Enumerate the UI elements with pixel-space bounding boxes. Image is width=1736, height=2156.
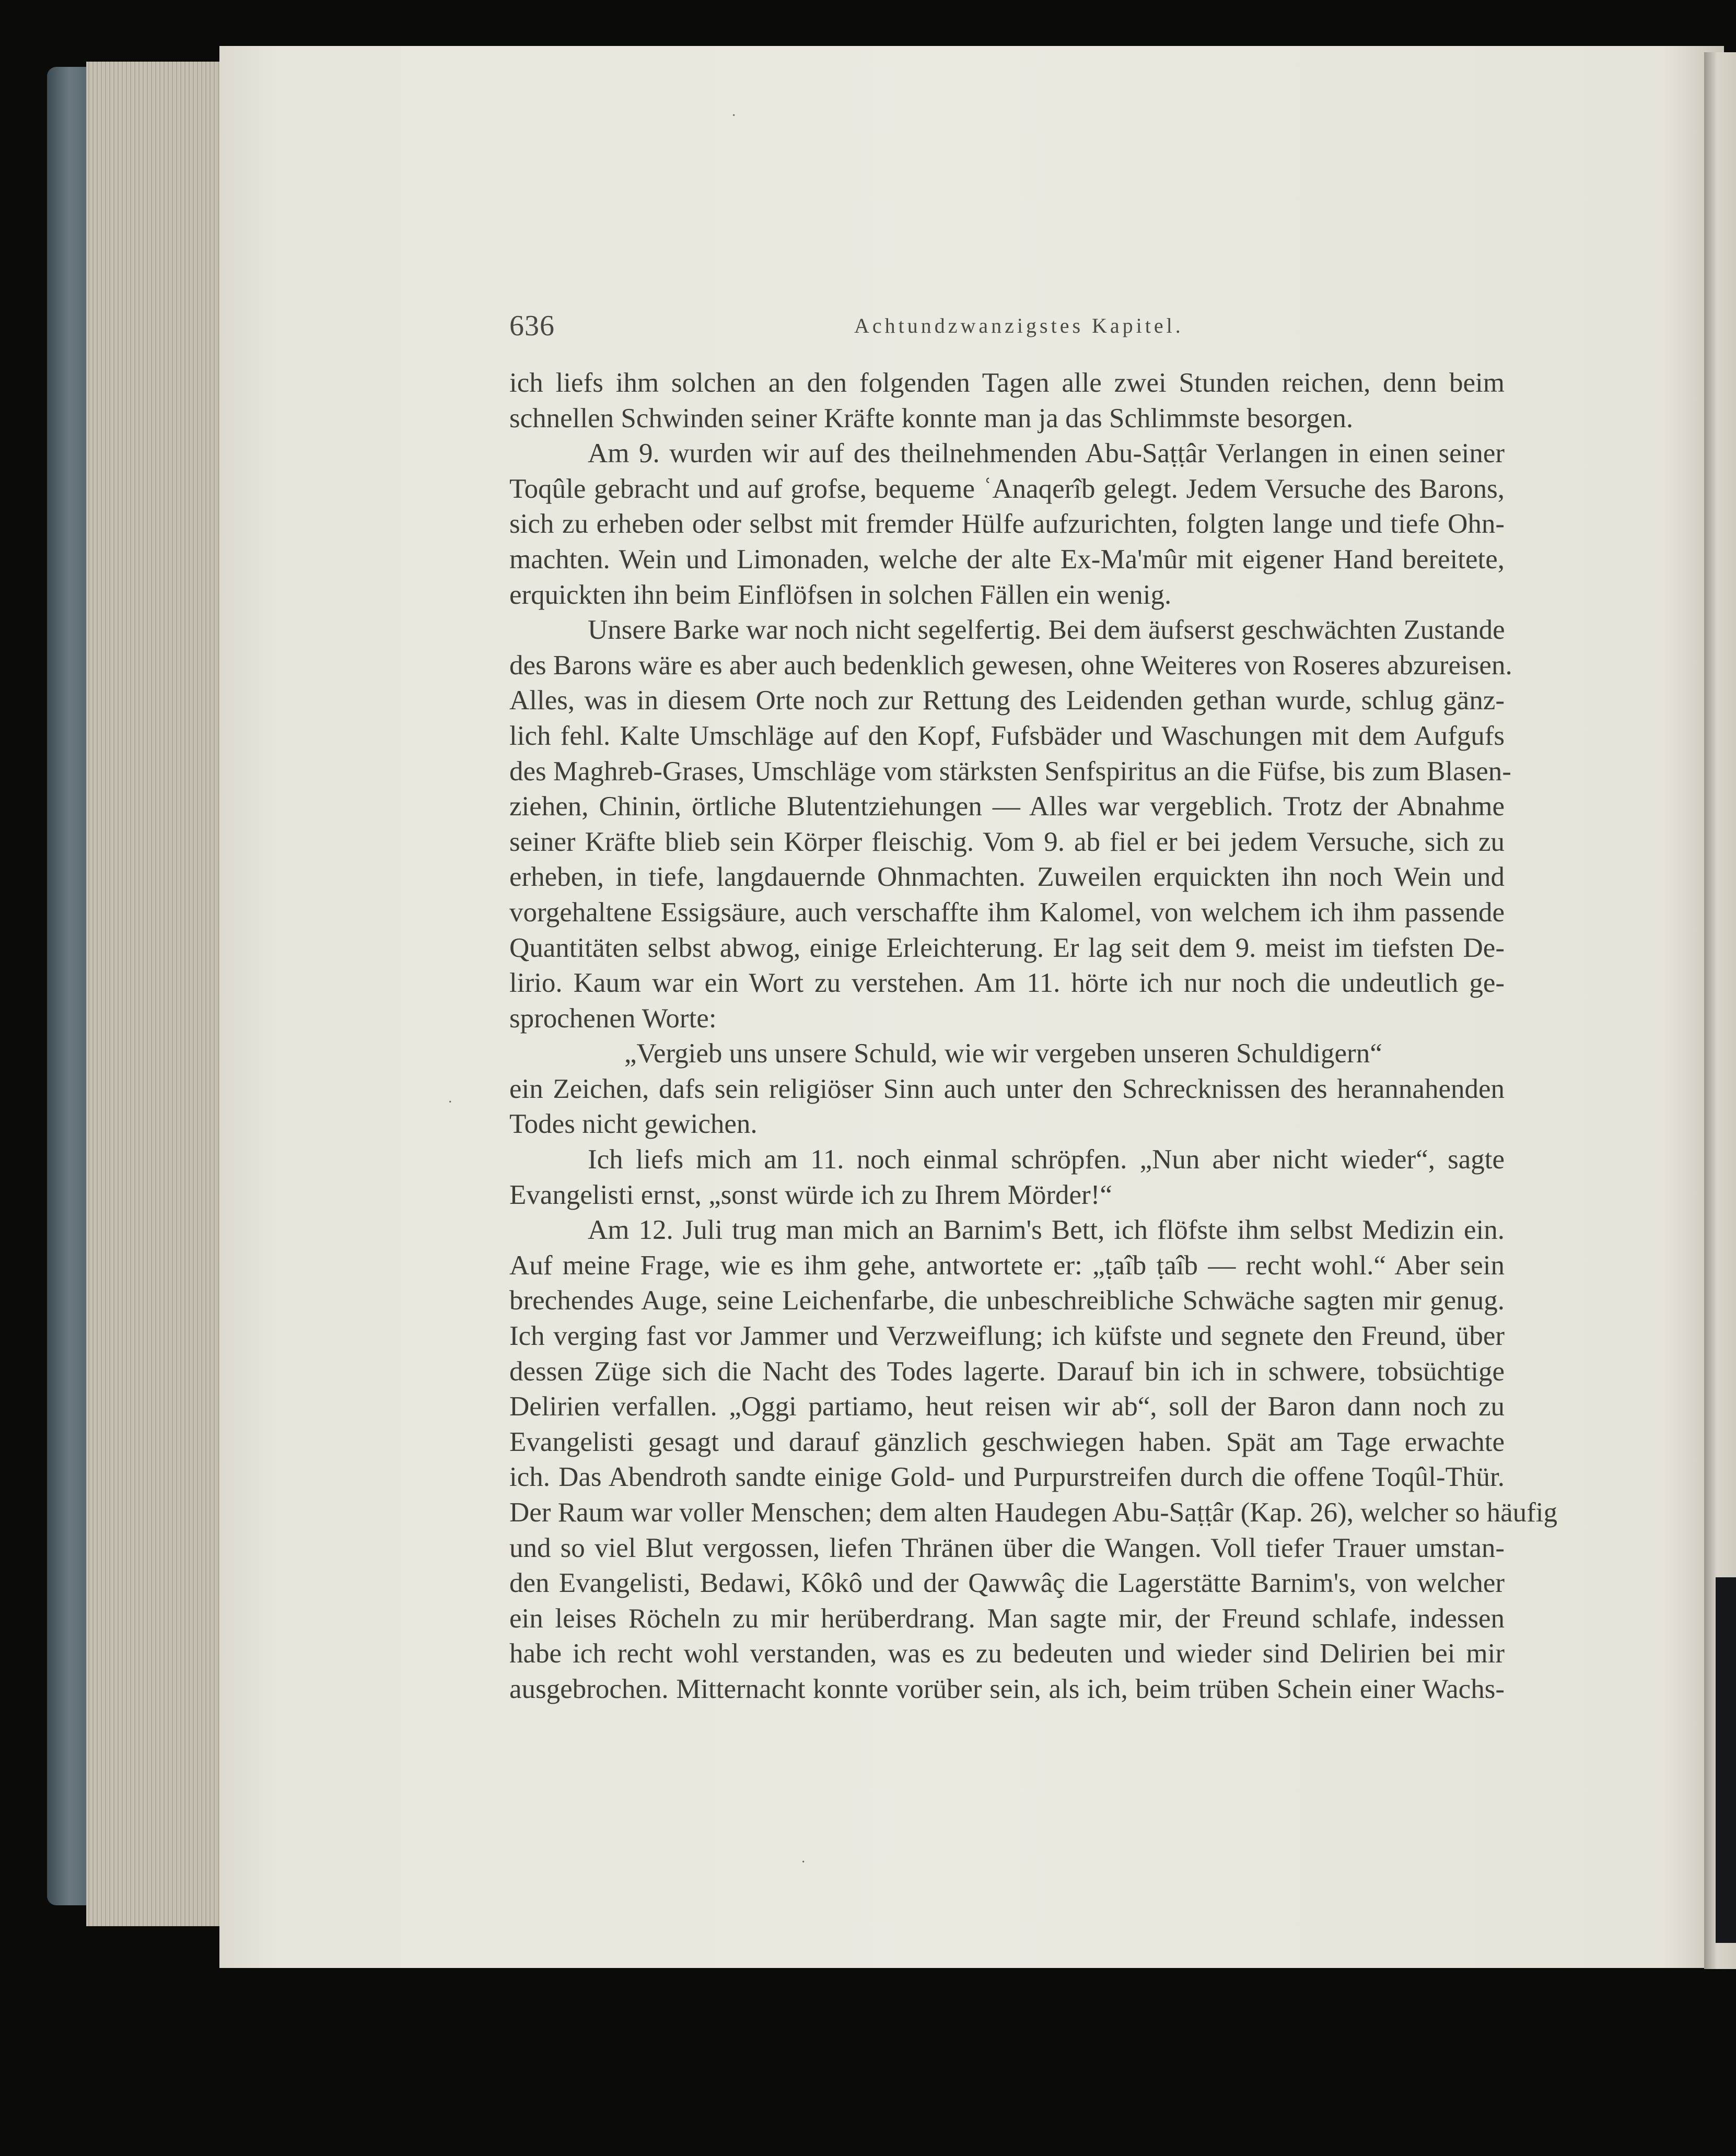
text-line: Ich verging fast vor Jammer und Verzweiflung; ich küfste und segnete den Freund, über	[509, 1321, 1505, 1352]
text-line: erquickten ihn beim Einflöfsen in solchen Fällen ein wenig.	[509, 579, 1172, 610]
text-line: Unsere Barke war noch nicht segelfertig. Bei dem äufserst geschwächten Zustande	[588, 615, 1505, 646]
page-number: 636	[509, 310, 555, 342]
chapter-title: Achtundzwanzigstes Kapitel.	[854, 314, 1184, 337]
text-line: habe ich recht wohl verstanden, was es zu bedeuten und wieder sind Delirien bei mir	[509, 1638, 1505, 1669]
text-line: den Evangelisti, Bedawi, Kôkô und der Qawwâç die Lagerstätte Barnim's, von welcher	[509, 1568, 1505, 1599]
text-line: lich fehl. Kalte Umschläge auf den Kopf, Fufsbäder und Waschungen mit dem Aufgufs	[509, 720, 1505, 751]
text-line: ausgebrochen. Mitternacht konnte vorüber sein, als ich, beim trüben Schein einer Wachs-	[509, 1673, 1505, 1704]
text-line: schnellen Schwinden seiner Kräfte konnte man ja das Schlimmste besorgen.	[509, 403, 1354, 433]
text-line: sprochenen Worte:	[509, 1003, 717, 1034]
text-line: Am 12. Juli trug man mich an Barnim's Bett, ich flöfste ihm selbst Medizin ein.	[588, 1215, 1505, 1246]
text-line: ich liefs ihm solchen an den folgenden Tagen alle zwei Stunden reichen, denn beim	[509, 368, 1505, 398]
text-line: Evangelisti gesagt und darauf gänzlich geschwiegen haben. Spät am Tage erwachte	[509, 1426, 1505, 1457]
text-line: des Maghreb-Grases, Umschläge vom stärksten Senfspiritus an die Füfse, bis zum Blasen-	[509, 756, 1511, 787]
page-edges	[86, 62, 232, 1926]
text-line: Evangelisti ernst, „sonst würde ich zu Ihrem Mörder!“	[509, 1179, 1112, 1210]
text-line: lirio. Kaum war ein Wort zu verstehen. Am 11. hörte ich nur noch die undeutlich ge-	[509, 968, 1505, 999]
text-line: ein leises Röcheln zu mir herüberdrang. Man sagte mir, der Freund schlafe, indessen	[509, 1603, 1505, 1634]
text-line: Ich liefs mich am 11. noch einmal schröpfen. „Nun aber nicht wieder“, sagte	[588, 1144, 1505, 1175]
text-line: vorgehaltene Essigsäure, auch verschaffte ihm Kalomel, von welchem ich ihm passende	[509, 897, 1505, 928]
text-line: erheben, in tiefe, langdauernde Ohnmachten. Zuweilen erquickten ihn noch Wein und	[509, 862, 1505, 893]
scan-edge-bar	[1716, 1577, 1736, 1943]
text-line: ziehen, Chinin, örtliche Blutentziehungen — Alles war vergeblich. Trotz der Abnahme	[509, 791, 1505, 822]
text-line: sich zu erheben oder selbst mit fremder Hülfe aufzurichten, folgten lange und tiefe Ohn-	[509, 509, 1505, 540]
text-line: Toqûle gebracht und auf grofse, bequeme ʿAnaqerîb gelegt. Jedem Versuche des Barons,	[509, 473, 1505, 504]
text-line: machten. Wein und Limonaden, welche der alte Ex-Ma'mûr mit eigener Hand bereitete,	[509, 544, 1505, 575]
text-line: Todes nicht gewichen.	[509, 1109, 758, 1140]
body-text	[509, 366, 1557, 1707]
paper-speck: ·	[448, 1094, 453, 1110]
quote-line: „Vergieb uns unsere Schuld, wie wir vergeben unseren Schuldigern“	[624, 1038, 1382, 1069]
text-line: Delirien verfallen. „Oggi partiamo, heut reisen wir ab“, soll der Baron dann noch zu	[509, 1391, 1505, 1422]
text-line: und so viel Blut vergossen, liefen Thränen über die Wangen. Voll tiefer Trauer umstan-	[509, 1532, 1505, 1563]
text-line: Der Raum war voller Menschen; dem alten Haudegen Abu-Saṭṭâr (Kap. 26), welcher so häufig	[509, 1497, 1557, 1528]
text-line: ein Zeichen, dafs sein religiöser Sinn auch unter den Schrecknissen des herannahenden	[509, 1073, 1505, 1104]
text-line: Am 9. wurden wir auf des theilnehmenden Abu-Saṭṭâr Verlangen in einen seiner	[588, 438, 1505, 469]
text-line: Quantitäten selbst abwog, einige Erleichterung. Er lag seit dem 9. meist im tiefsten De-	[509, 932, 1505, 963]
text-line: des Barons wäre es aber auch bedenklich gewesen, ohne Weiteres von Roseres abzureisen.	[509, 650, 1512, 681]
text-line: ich. Das Abendroth sandte einige Gold- und Purpurstreifen durch die offene Toqûl-Thür.	[509, 1462, 1505, 1493]
text-line: Auf meine Frage, wie es ihm gehe, antwortete er: „ṭaîb ṭaîb — recht wohl.“ Aber sein	[509, 1250, 1505, 1281]
text-line: seiner Kräfte blieb sein Körper fleischig. Vom 9. ab fiel er bei jedem Versuche, sich zu	[509, 826, 1505, 857]
text-line: brechendes Auge, seine Leichenfarbe, die unbeschreibliche Schwäche sagten mir genug.	[509, 1285, 1505, 1316]
running-head	[509, 309, 1189, 351]
text-line: Alles, was in diesem Orte noch zur Rettung des Leidenden gethan wurde, schlug gänz-	[509, 685, 1505, 716]
text-line: dessen Züge sich die Nacht des Todes lagerte. Darauf bin ich in schwere, tobsüchtige	[509, 1356, 1505, 1387]
paper-speck: ·	[731, 108, 737, 124]
paper-speck: ·	[801, 1854, 806, 1870]
